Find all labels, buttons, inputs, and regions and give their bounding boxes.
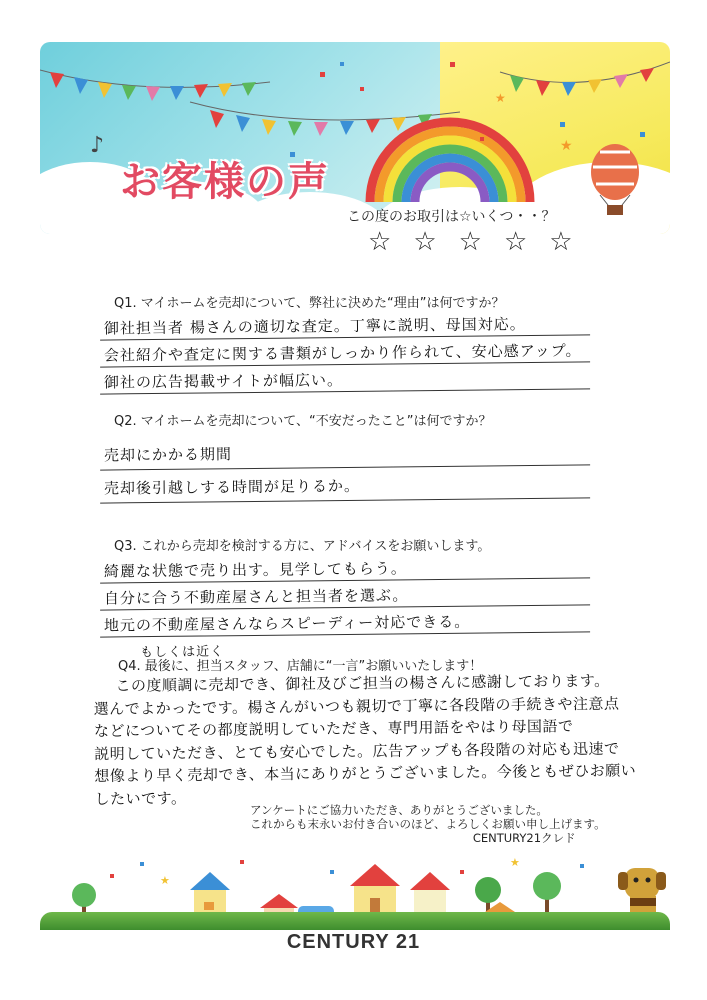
question-2-title: Q2. マイホームを売却について、“不安だったこと”は何ですか？ [114,414,492,429]
thanks-message [250,803,606,845]
page-title: お客様の声 [120,158,330,205]
question-1-title: Q1. マイホームを売却について、弊社に決めた“理由”は何ですか？ [114,296,505,311]
answer-line: この度順調に売却でき、御社及びご担当の楊さんに感謝しております。 [115,671,610,695]
house-icon [350,864,400,916]
answer-line: などについてその都度説明していただき、専門用語をやはり母国語で [93,717,574,741]
svg-text:★: ★ [510,856,520,869]
music-note-icon: ♪ [90,133,105,158]
tree-icon [533,872,561,914]
thanks-line-1: アンケートにご協力いただき、ありがとうございました。 [250,803,548,817]
answer-note: もしくは近く [139,644,225,661]
star-icon[interactable]: ☆ [413,227,437,257]
answer-line: 売却後引越しする時間が足りるか。 [100,469,590,503]
answer-line: 選んでよかったです。楊さんがいつも親切で丁寧に各段階の手続きや注意点 [93,694,620,718]
answer-line: 売却にかかる期間 [100,436,590,470]
star-rating[interactable] [368,229,573,255]
question-3-title: Q3. これから売却を検討する方に、アドバイスをお願いします。 [114,539,491,554]
signature: CENTURY21クレド [472,831,576,845]
answer-line: 御社担当者 楊さんの適切な査定。丁寧に説明、母国対応。 [100,312,590,340]
rainbow [370,122,530,202]
hot-air-balloon [591,144,639,215]
question-2 [100,410,590,501]
grass-ground [40,912,670,930]
answer-line: 御社の広告掲載サイトが幅広い。 [100,366,590,394]
question-4-title: Q4. 最後に、担当スタッフ、店舗に“一言”お願いいたします！ [118,659,483,674]
answer-line: 地元の不動産屋さんならスピーディー対応できる。 [100,609,590,637]
question-1 [100,292,590,392]
star-icon[interactable]: ☆ [503,227,528,257]
answer-line: 自分に合う不動産屋さんと担当者を選ぶ。 [100,582,590,610]
svg-text:★: ★ [160,874,170,887]
dog-mascot-icon [618,868,666,918]
rating-question: この度のお取引は☆いくつ・・？ [347,209,556,225]
house-icon [410,872,450,916]
svg-text:★: ★ [495,91,506,105]
brand-logo: CENTURY 21 [286,931,421,953]
footer-illustration [40,850,670,930]
star-icon[interactable]: ☆ [368,227,392,257]
answer-line: 説明していただき、とても安心でした。広告アップも各段階の対応も迅速で [94,739,620,763]
star-icon[interactable]: ☆ [458,227,482,257]
answer-line: 会社紹介や査定に関する書類がしっかり作られて、安心感アップ。 [100,339,590,367]
svg-text:★: ★ [560,138,573,154]
question-4-answer [93,669,694,810]
question-3 [100,535,590,661]
answer-line: 想像より早く売却でき、本当にありがとうございました。今後ともぜひお願い [94,761,637,786]
answer-line: したいです。 [94,788,187,808]
house-icon [190,872,230,916]
thanks-line-2: これからも末永いお付き合いのほど、よろしくお願い申し上げます。 [250,817,606,831]
star-icon[interactable]: ☆ [549,227,573,257]
answer-line: 綺麗な状態で売り出す。見学してもらう。 [100,555,590,583]
